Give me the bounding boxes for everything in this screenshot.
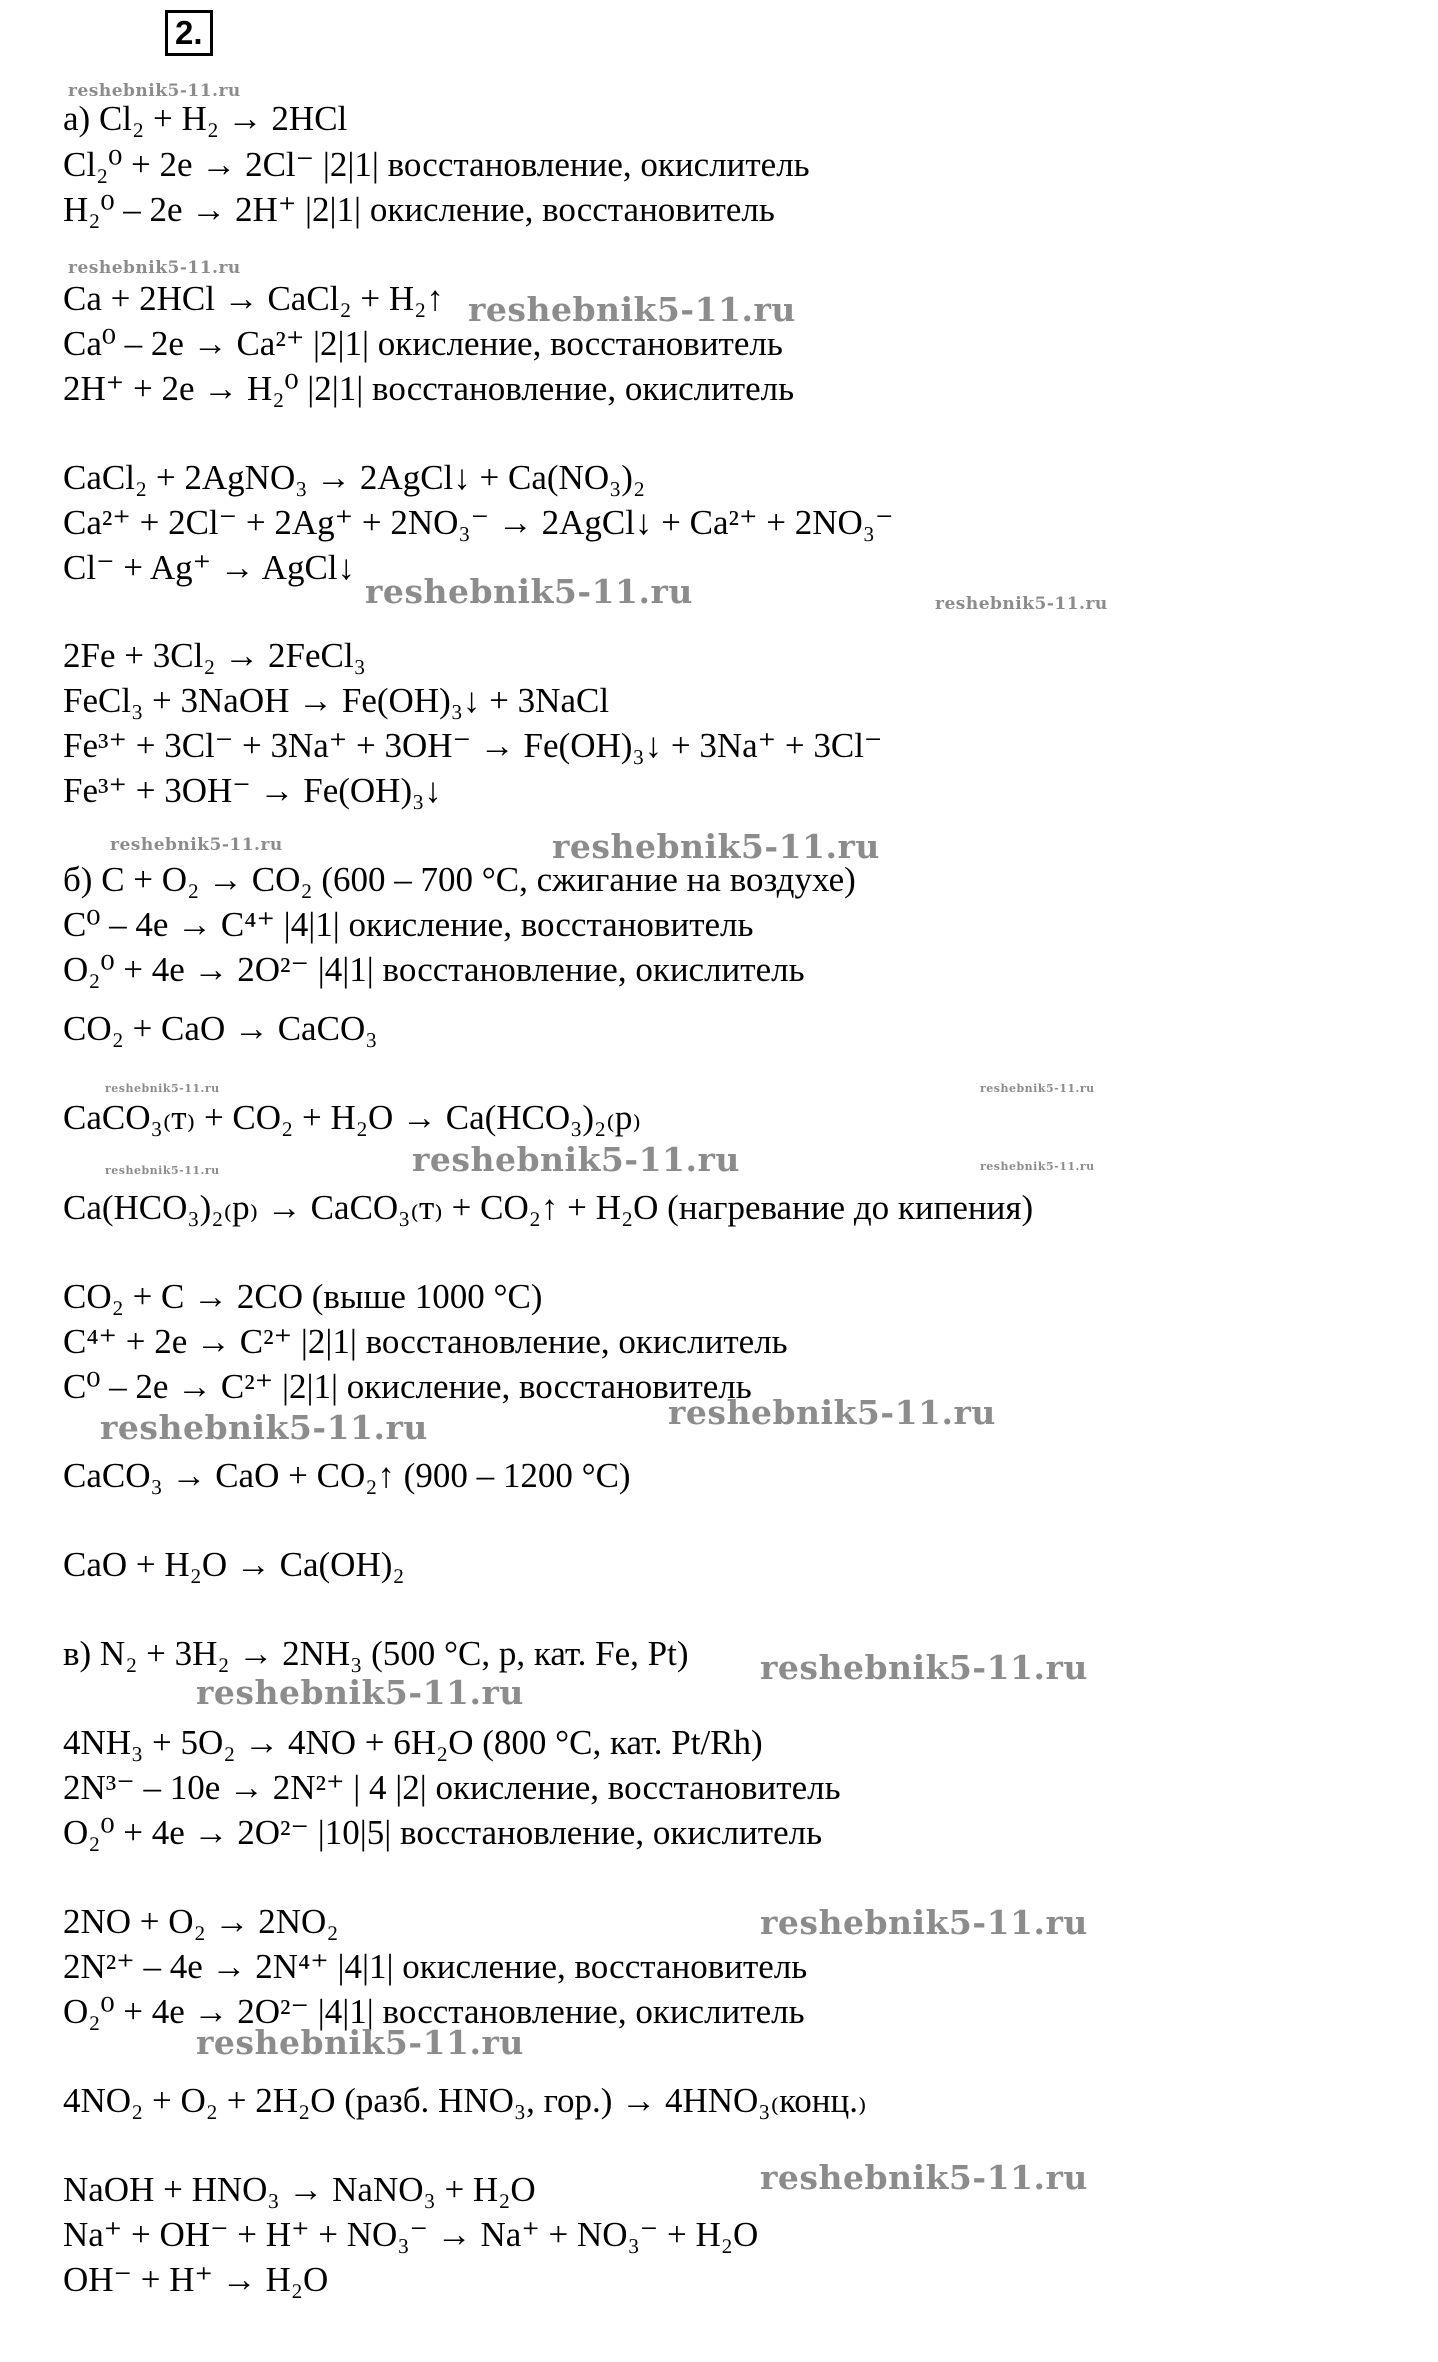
equation-line: Ca²⁺ + 2Cl⁻ + 2Ag⁺ + 2NO₃⁻ → 2AgCl↓ + Ca²⁺ + 2NO₃⁻ [63, 503, 894, 542]
equation-line: Cl₂⁰ + 2e → 2Cl⁻ |2|1| восстановление, окислитель [63, 145, 810, 184]
equation-line: Cl⁻ + Ag⁺ → AgCl↓ [63, 548, 356, 587]
equation-line: Ca⁰ – 2e → Ca²⁺ |2|1| окисление, восстановитель [63, 324, 783, 363]
watermark: reshebnik5-11.ru [365, 572, 693, 611]
watermark: reshebnik5-11.ru [68, 81, 241, 101]
equation-line: 2N²⁺ – 4e → 2N⁴⁺ |4|1| окисление, восстановитель [63, 1947, 808, 1986]
watermark: reshebnik5-11.ru [980, 1160, 1095, 1173]
equation-line: в) N₂ + 3H₂ → 2NH₃ (500 °C, p, кат. Fe, Pt) [63, 1634, 689, 1673]
watermark: reshebnik5-11.ru [110, 835, 283, 855]
watermark: reshebnik5-11.ru [68, 258, 241, 278]
watermark: reshebnik5-11.ru [760, 1648, 1088, 1687]
watermark: reshebnik5-11.ru [412, 1140, 740, 1179]
equation-line: OH⁻ + H⁺ → H₂O [63, 2260, 329, 2299]
equation-line: 4NO₂ + O₂ + 2H₂O (разб. HNO₃, гор.) → 4HNO₃₍конц.₎ [63, 2081, 867, 2120]
watermark: reshebnik5-11.ru [935, 594, 1108, 614]
equation-line: CaCO₃ → CaO + CO₂↑ (900 – 1200 °C) [63, 1456, 631, 1495]
equation-line: NaOH + HNO₃ → NaNO₃ + H₂O [63, 2170, 536, 2209]
equation-line: 4NH₃ + 5O₂ → 4NO + 6H₂O (800 °C, кат. Pt/Rh) [63, 1723, 763, 1762]
watermark: reshebnik5-11.ru [668, 1393, 996, 1432]
equation-line: CaCl₂ + 2AgNO₃ → 2AgCl↓ + Ca(NO₃)₂ [63, 458, 646, 497]
equation-line: FeCl₃ + 3NaOH → Fe(OH)₃↓ + 3NaCl [63, 681, 610, 720]
equation-line: 2N³⁻ – 10e → 2N²⁺ | 4 |2| окисление, восстановитель [63, 1768, 841, 1807]
equation-line: б) C + O₂ → CO₂ (600 – 700 °C, сжигание на воздухе) [63, 860, 856, 899]
watermark: reshebnik5-11.ru [760, 2158, 1088, 2197]
equation-line: CO₂ + CaO → CaCO₃ [63, 1009, 378, 1048]
equation-line: O₂⁰ + 4e → 2O²⁻ |4|1| восстановление, окислитель [63, 950, 805, 989]
watermark: reshebnik5-11.ru [196, 1673, 524, 1712]
equation-line: H₂⁰ – 2e → 2H⁺ |2|1| окисление, восстановитель [63, 190, 775, 229]
watermark: reshebnik5-11.ru [552, 827, 880, 866]
equation-line: CaO + H₂O → Ca(OH)₂ [63, 1545, 405, 1584]
watermark: reshebnik5-11.ru [100, 1408, 428, 1447]
watermark: reshebnik5-11.ru [468, 290, 796, 329]
equation-line: C⁰ – 4e → C⁴⁺ |4|1| окисление, восстановитель [63, 905, 754, 944]
equation-line: 2H⁺ + 2e → H₂⁰ |2|1| восстановление, окислитель [63, 369, 795, 408]
equation-line: Ca(HCO₃)₂₍р₎ → CaCO₃₍т₎ + CO₂↑ + H₂O (нагревание до кипения) [63, 1188, 1034, 1227]
equation-line: C⁰ – 2e → C²⁺ |2|1| окисление, восстановитель [63, 1367, 752, 1406]
equation-line: Ca + 2HCl → CaCl₂ + H₂↑ [63, 279, 444, 318]
equation-line: CO₂ + C → 2CO (выше 1000 °C) [63, 1277, 543, 1316]
watermark: reshebnik5-11.ru [980, 1082, 1095, 1095]
equation-line: 2Fe + 3Cl₂ → 2FeCl₃ [63, 636, 366, 675]
watermark: reshebnik5-11.ru [105, 1164, 220, 1177]
watermark: reshebnik5-11.ru [196, 2023, 524, 2062]
equation-line: CaCO₃₍т₎ + CO₂ + H₂O → Ca(HCO₃)₂₍р₎ [63, 1098, 641, 1137]
equation-line: Na⁺ + OH⁻ + H⁺ + NO₃⁻ → Na⁺ + NO₃⁻ + H₂O [63, 2215, 759, 2254]
equation-line: O₂⁰ + 4e → 2O²⁻ |4|1| восстановление, окислитель [63, 1992, 805, 2031]
equation-line: а) Cl₂ + H₂ → 2HCl [63, 99, 348, 138]
equation-line: Fe³⁺ + 3OH⁻ → Fe(OH)₃↓ [63, 771, 442, 810]
equation-line: Fe³⁺ + 3Cl⁻ + 3Na⁺ + 3OH⁻ → Fe(OH)₃↓ + 3Na⁺ + 3Cl⁻ [63, 726, 883, 765]
watermark: reshebnik5-11.ru [760, 1903, 1088, 1942]
equation-line: O₂⁰ + 4e → 2O²⁻ |10|5| восстановление, окислитель [63, 1813, 823, 1852]
watermark: reshebnik5-11.ru [105, 1082, 220, 1095]
equation-line: C⁴⁺ + 2e → C²⁺ |2|1| восстановление, окислитель [63, 1322, 788, 1361]
task-number: 2. [165, 10, 213, 56]
equation-line: 2NO + O₂ → 2NO₂ [63, 1902, 339, 1941]
